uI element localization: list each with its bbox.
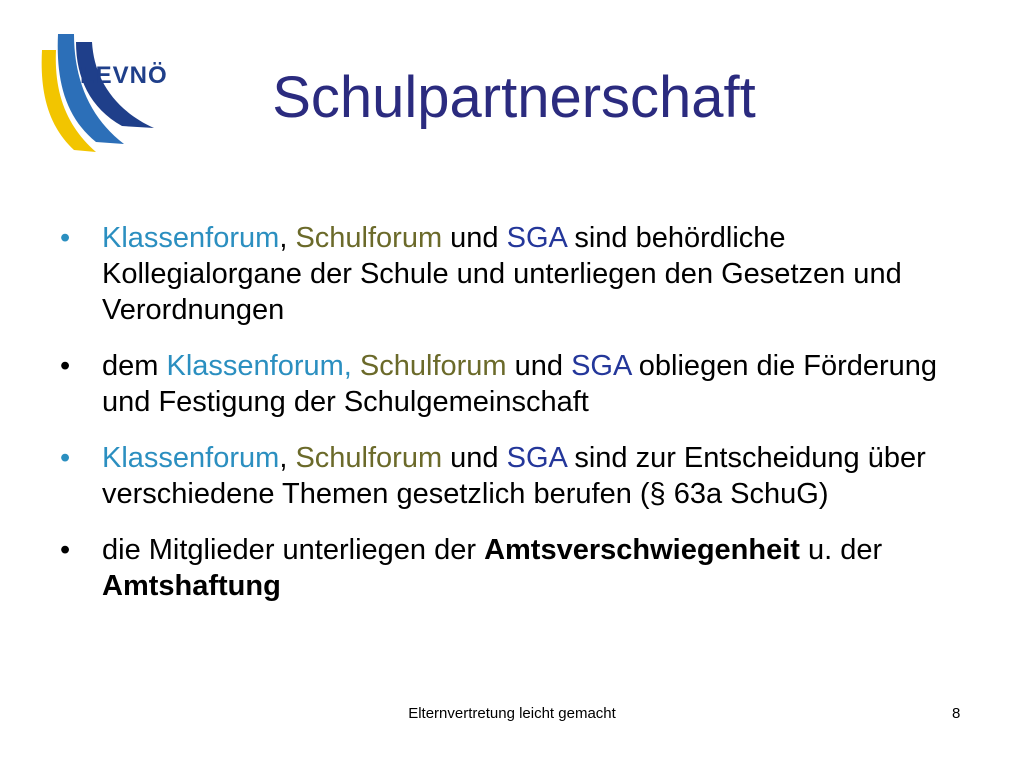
bullet-text-segment: SGA	[571, 350, 631, 382]
bullet-dot-icon: •	[60, 350, 71, 382]
bullet-item	[60, 348, 990, 420]
bullet-text-segment: Schulforum	[295, 442, 443, 474]
bullet-text-segment: sind zur Entscheidung über verschiedene Themen gesetzlich berufen (§ 63a SchuG)	[102, 442, 926, 510]
bullet-dot-icon: •	[60, 442, 71, 474]
bullet-dot-icon: •	[60, 222, 71, 254]
slide-title: Schulpartnerschaft	[272, 65, 756, 130]
bullet-item	[60, 220, 990, 328]
bullet-item	[60, 532, 990, 604]
bullet-text-segment: Amtshaftung	[102, 570, 281, 602]
bullet-text-segment: Klassenforum	[102, 222, 280, 254]
bullet-text-segment: Klassenforum	[102, 442, 280, 474]
bullet-text-segment: Schulforum	[359, 350, 507, 382]
bullet-text-segment: dem	[102, 350, 167, 382]
bullet-text-segment: Schulforum	[295, 222, 443, 254]
bullet-text-segment: SGA	[506, 222, 567, 254]
bullet-text-segment: sind behördliche Kollegialorgane der Schule und unterliegen den Gesetzen und Verordnungen	[102, 222, 902, 326]
footer-text: Elternvertretung leicht gemacht	[408, 705, 616, 722]
bullet-list	[60, 220, 990, 624]
bullet-text-segment: Klassenforum,	[166, 350, 360, 382]
bullet-text-segment: u. der	[799, 534, 883, 566]
page-number: 8	[952, 705, 961, 722]
bullet-item	[60, 440, 990, 512]
bullet-text-segment: ,	[279, 222, 296, 254]
bullet-text-segment: SGA	[506, 442, 567, 474]
bullet-text-segment: und	[506, 350, 572, 382]
bullet-text-segment: ,	[279, 442, 296, 474]
bullet-text-segment: die Mitglieder unterliegen der	[102, 534, 485, 566]
bullet-text-segment: obliegen die Förderung und Festigung der Schulgemeinschaft	[102, 350, 938, 418]
bullet-text-segment: und	[442, 442, 507, 474]
logo-text: LEVNÖ	[80, 62, 168, 89]
bullet-text-segment: Amtsverschwiegenheit	[484, 534, 800, 566]
bullet-text-segment: und	[442, 222, 507, 254]
bullet-dot-icon: •	[60, 534, 71, 566]
